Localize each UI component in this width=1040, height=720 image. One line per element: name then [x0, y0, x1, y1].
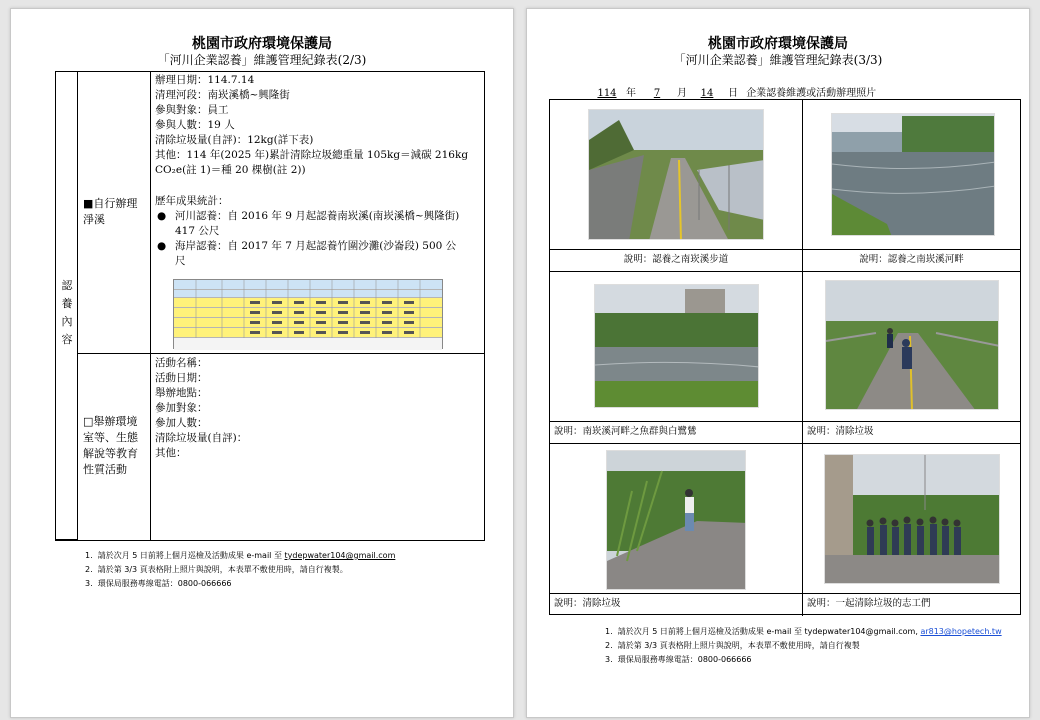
note-1: 1. 請於次月 5 日前將上個月巡檢及活動成果 e-mail 至 tydepwater104@gmail.com — [85, 551, 396, 560]
page-subtitle: 「河川企業認養」維護管理紀錄表(3/3) — [673, 53, 883, 67]
photo-caption-2: 說明：認養之南崁溪河畔 — [859, 254, 964, 265]
coast-adoption-line2: 尺 — [175, 255, 186, 267]
page-subtitle: 「河川企業認養」維護管理紀錄表(2/3) — [157, 53, 367, 67]
note-1: 1. 請於次月 5 日前將上個月巡檢及活動成果 e-mail 至 tydepwater104@gmail.com, ar813@hopetech.tw — [605, 627, 1002, 636]
stats-heading: 歷年成果統計： — [155, 195, 229, 207]
section2-label-2: 室等、生態 — [83, 431, 138, 444]
date-day: 14 — [700, 88, 714, 99]
participants: 參與對象：員工 — [155, 104, 229, 116]
photo-cleaning-path — [825, 280, 999, 410]
section1-label-2: 淨溪 — [83, 213, 105, 226]
caption-cell — [550, 594, 803, 616]
note-3: 3. 環保局服務專線電話：0800-066666 — [85, 579, 232, 588]
photo-volunteers — [824, 454, 1000, 584]
photo-river — [831, 113, 995, 236]
contact-email-link[interactable]: tydepwater104@gmail.com — [284, 551, 396, 560]
record-page-3 — [526, 8, 1030, 718]
photo-cell — [550, 444, 803, 594]
participant-count: 參與人數：19 人 — [155, 119, 235, 131]
photo-cell — [550, 100, 803, 250]
photo-cell — [803, 444, 1020, 594]
photo-caption-3: 說明：南崁溪河畔之魚群與白鷺鷥 — [554, 426, 697, 437]
river-adoption-line1: 河川認養：自 2016 年 9 月起認養南崁溪(南崁溪橋~興隆街) — [175, 210, 460, 222]
page-title: 桃園市政府環境保護局 — [192, 36, 332, 52]
event-name: 活動名稱： — [155, 357, 208, 369]
coast-adoption-line1: 海岸認養：自 2017 年 7 月起認養竹圍沙灘(沙崙段) 500 公 — [175, 240, 457, 252]
date-month: 7 — [653, 88, 661, 99]
section2-label-4: 性質活動 — [83, 463, 127, 476]
caption-cell — [803, 594, 1020, 616]
vertical-label-cell — [56, 72, 78, 540]
caption-cell — [550, 422, 803, 444]
section2-label-cell — [78, 354, 151, 540]
cleanup-section: 清理河段：南崁溪橋~興隆街 — [155, 89, 290, 101]
photo-header-text: 企業認養維護或活動辦理照片 — [746, 88, 877, 99]
event-count: 參加人數： — [155, 417, 208, 429]
other-line-1: 其他：114 年(2025 年)累計清除垃圾總重量 105kg＝減碳 216kg — [155, 149, 469, 161]
river-adoption-line2: 417 公尺 — [175, 225, 220, 237]
yearly-stats-table-image — [173, 279, 443, 349]
footnotes — [605, 625, 1025, 667]
contact-email-link[interactable]: ar813@hopetech.tw — [920, 627, 1002, 636]
section1-label-1: ■自行辦理 — [83, 197, 138, 210]
photo-cleaning-grass — [606, 450, 746, 590]
vertical-label: 認 養 內 容 — [61, 279, 73, 346]
photo-caption-6: 說明：一起清除垃圾的志工們 — [807, 598, 931, 609]
photo-caption-5: 說明：清除垃圾 — [554, 598, 621, 609]
other-line-2: CO₂e(註 1)＝種 20 棵樹(註 2)) — [155, 164, 306, 176]
section2-label-3: 解說等教育 — [83, 447, 138, 460]
caption-cell — [550, 250, 803, 272]
page-title: 桃園市政府環境保護局 — [708, 36, 848, 52]
photo-caption-4: 說明：清除垃圾 — [807, 426, 874, 437]
garbage-amount: 清除垃圾量(自評)：12kg(詳下表) — [155, 134, 314, 146]
photo-caption-1: 說明：認養之南崁溪步道 — [623, 254, 729, 265]
section1-label-cell — [78, 72, 151, 354]
photo-cell — [803, 272, 1020, 422]
bullet-icon: ● — [157, 210, 167, 222]
event-location: 舉辦地點： — [155, 387, 208, 399]
section2-content-cell — [151, 354, 484, 540]
caption-cell — [803, 250, 1020, 272]
caption-cell — [803, 422, 1020, 444]
footnotes — [85, 549, 505, 591]
bullet-icon: ● — [157, 240, 167, 252]
photo-cell — [803, 100, 1020, 250]
activity-date: 辦理日期：114.7.14 — [155, 74, 255, 86]
event-date: 活動日期： — [155, 372, 208, 384]
note-3: 3. 環保局服務專線電話：0800-066666 — [605, 655, 752, 664]
photo-cell — [550, 272, 803, 422]
note-2: 2. 請於第 3/3 頁表格附上照片與說明，本表單不敷使用時，請自行複製 — [605, 641, 860, 650]
note-2: 2. 請於第 3/3 頁表格附上照片與說明，本表單不敷使用時，請自行複製。 — [85, 565, 348, 574]
date-year: 114 — [597, 88, 617, 99]
section2-label-1: □舉辦環境 — [83, 415, 138, 428]
photo-river-egrets — [594, 284, 759, 408]
event-other: 其他： — [155, 447, 187, 459]
photo-table — [549, 99, 1021, 615]
photo-date-header: 114 年 7 月 14 日 企業認養維護或活動辦理照片 — [593, 84, 1023, 99]
event-garbage: 清除垃圾量(自評)： — [155, 432, 248, 444]
photo-bike-path — [588, 109, 764, 240]
record-page-2 — [10, 8, 514, 718]
event-audience: 參加對象： — [155, 402, 208, 414]
